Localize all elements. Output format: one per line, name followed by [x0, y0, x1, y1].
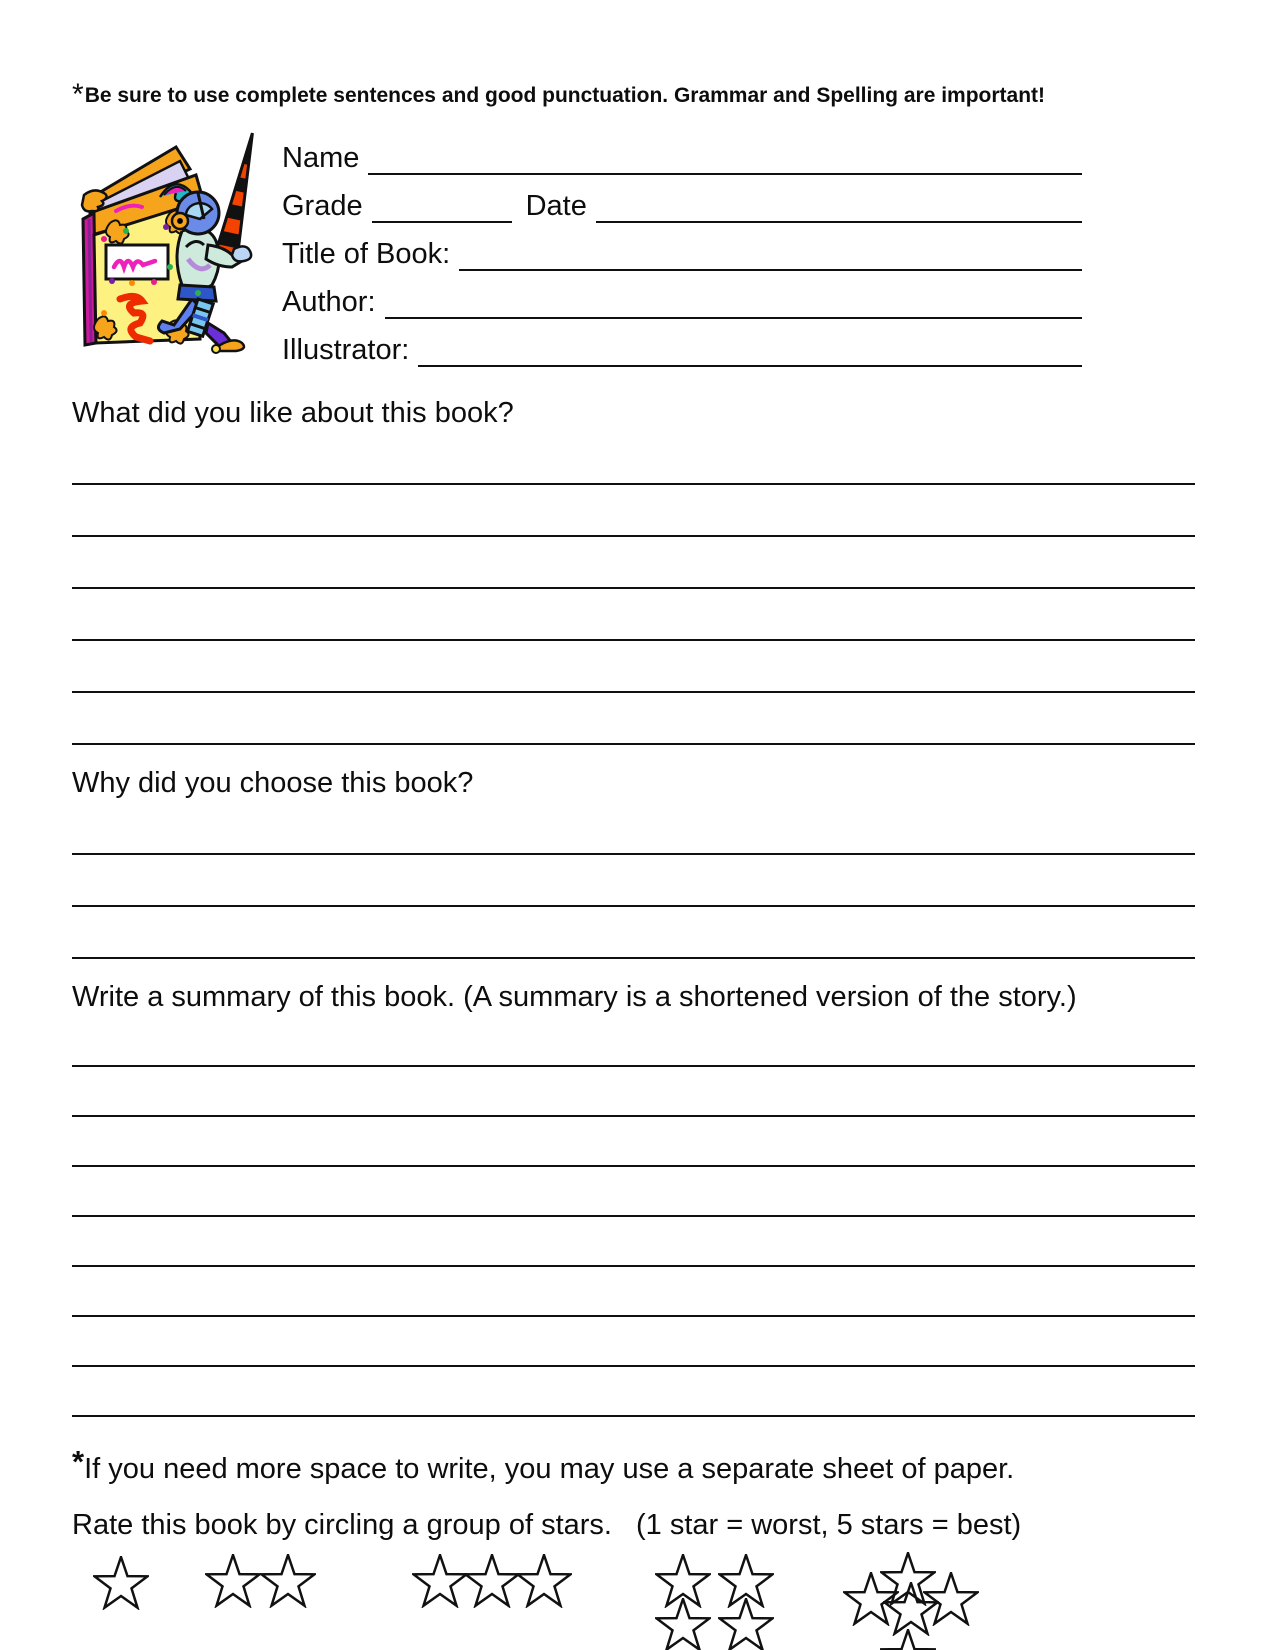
asterisk-icon: * [72, 1444, 85, 1479]
answer-line[interactable] [72, 1017, 1195, 1067]
answer-line[interactable] [72, 589, 1195, 641]
answer-line[interactable] [72, 907, 1195, 959]
question-choose-section [72, 763, 1195, 959]
star-icon [93, 1556, 149, 1610]
answer-line[interactable] [72, 693, 1195, 745]
name-label: Name [282, 142, 360, 174]
answer-line[interactable] [72, 855, 1195, 907]
book-title-input-line[interactable] [459, 269, 1082, 271]
star-icon [718, 1598, 774, 1650]
question-like-lines [72, 433, 1195, 745]
illustrator-row [282, 319, 1082, 367]
question-summary-section [72, 977, 1195, 1417]
answer-line[interactable] [72, 641, 1195, 693]
answer-line[interactable] [72, 1067, 1195, 1117]
question-summary-lines [72, 1017, 1195, 1417]
star-icon [260, 1554, 316, 1608]
rate-scale-text: (1 star = worst, 5 stars = best) [635, 1509, 1022, 1541]
asterisk-icon: * [72, 78, 84, 111]
grade-label: Grade [282, 190, 363, 222]
star-icon [655, 1598, 711, 1650]
answer-line[interactable] [72, 1367, 1195, 1417]
name-input-line[interactable] [368, 173, 1082, 175]
answer-line[interactable] [72, 1167, 1195, 1217]
date-input-line[interactable] [596, 221, 1082, 223]
header-note [72, 80, 1195, 111]
question-like-section [72, 393, 1195, 745]
title-label: Title of Book: [282, 238, 451, 270]
author-row [282, 271, 1082, 319]
star-icon [205, 1554, 261, 1608]
rate-prompt-text: Rate this book by circling a group of stars. [72, 1509, 612, 1541]
answer-line[interactable] [72, 1317, 1195, 1367]
form-fields [282, 127, 1082, 367]
question-choose-lines [72, 803, 1195, 959]
name-row [282, 127, 1082, 175]
top-row [72, 121, 1195, 367]
question-like-prompt: What did you like about this book? [72, 397, 514, 429]
star-icon [883, 1582, 939, 1636]
question-choose-prompt: Why did you choose this book? [72, 767, 474, 799]
grade-input-line[interactable] [372, 221, 512, 223]
answer-line[interactable] [72, 1217, 1195, 1267]
more-space-note-text: If you need more space to write, you may use a separate sheet of paper. [84, 1453, 1015, 1485]
answer-line[interactable] [72, 1267, 1195, 1317]
illustrator-input-line[interactable] [418, 365, 1082, 367]
answer-line[interactable] [72, 803, 1195, 855]
star-icon [412, 1554, 468, 1608]
star-icon [464, 1554, 520, 1608]
more-space-note [72, 1445, 1195, 1486]
star-icon [516, 1554, 572, 1608]
date-label: Date [525, 190, 587, 222]
rate-instruction [72, 1508, 1195, 1542]
star-rating-row [72, 1554, 1195, 1650]
answer-line[interactable] [72, 1117, 1195, 1167]
answer-line[interactable] [72, 433, 1195, 485]
answer-line[interactable] [72, 537, 1195, 589]
answer-line[interactable] [72, 485, 1195, 537]
author-input-line[interactable] [385, 317, 1083, 319]
header-note-text: Be sure to use complete sentences and good punctuation. Grammar and Spelling are important! [84, 84, 1046, 107]
illustrator-label: Illustrator: [282, 334, 410, 366]
knight-book-image [74, 121, 280, 361]
star-icon [880, 1629, 936, 1650]
author-label: Author: [282, 286, 376, 318]
question-summary-prompt: Write a summary of this book. (A summary is a shortened version of the story.) [72, 981, 1077, 1013]
knight-book-clipart [74, 121, 282, 363]
title-row [282, 223, 1082, 271]
grade-date-row [282, 175, 1082, 223]
